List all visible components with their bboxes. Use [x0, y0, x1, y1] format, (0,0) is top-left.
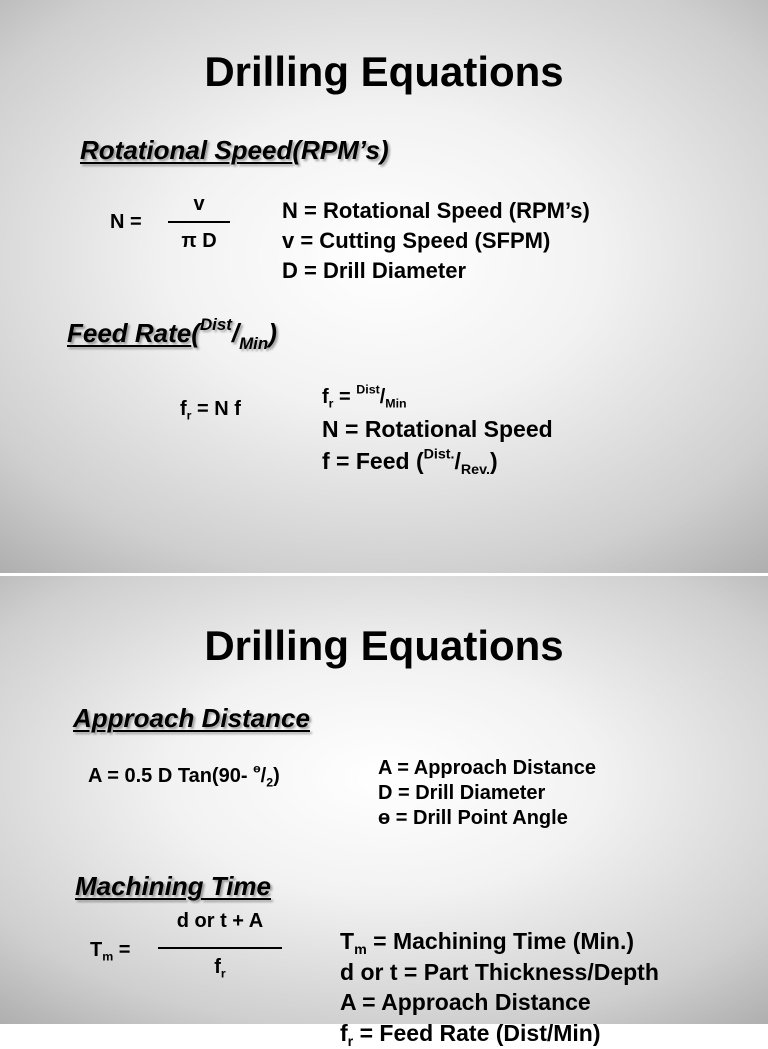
- approach-eq-close: ): [273, 765, 280, 787]
- feed-units-min: Min: [239, 333, 269, 353]
- feed-def3-dist: Dist.: [423, 446, 455, 463]
- machining-definitions: [340, 926, 659, 1048]
- feed-def-f: [322, 446, 498, 476]
- mach-den-f: f: [214, 956, 221, 978]
- approach-equation: [88, 761, 280, 790]
- slide-title: Drilling Equations: [204, 48, 564, 95]
- rotational-speed-heading: [80, 135, 389, 166]
- mach-def-tm: [340, 926, 659, 957]
- feed-def3-slash: /: [454, 448, 461, 474]
- feed-def-n: N = Rotational Speed: [322, 416, 553, 442]
- rpm-equation-denominator: π D: [181, 230, 217, 252]
- mach-def-a: A = Approach Distance: [340, 989, 591, 1015]
- machining-equation-numerator: d or t + A: [176, 910, 264, 932]
- approach-eq-theta: ɵ: [253, 761, 261, 776]
- mach-den-r: r: [220, 966, 226, 981]
- approach-eq-slash: /: [260, 765, 267, 787]
- approach-def-theta: ɵ = Drill Point Angle: [378, 807, 568, 829]
- feed-def1-dist: Dist: [356, 382, 380, 397]
- mach-def4-r: r: [347, 1033, 354, 1049]
- mach-def4-f: f: [340, 1019, 348, 1046]
- feed-rate-equation: [180, 398, 241, 421]
- feed-def1-min: Min: [385, 396, 407, 411]
- rpm-def-n: N = Rotational Speed (RPM’s): [282, 198, 590, 223]
- rpm-equation-numerator: v: [193, 193, 205, 215]
- approach-def-d: D = Drill Diameter: [378, 782, 546, 804]
- mach-def1-t: T: [340, 928, 355, 954]
- rpm-def-d: D = Drill Diameter: [282, 258, 467, 283]
- mach-lhs-t: T: [90, 939, 103, 961]
- mach-lhs-eq: =: [113, 939, 131, 961]
- mach-def4-rest: = Feed Rate (Dist/Min): [353, 1019, 601, 1046]
- machining-fraction-bar: [158, 947, 282, 949]
- feed-units-slash: /: [231, 318, 240, 348]
- feed-rate-heading: [67, 315, 277, 353]
- approach-eq-pre: A = 0.5 D Tan(90-: [88, 765, 254, 787]
- mach-def1-m: m: [354, 941, 367, 958]
- feed-def1-eq: =: [333, 386, 357, 408]
- feed-def3-pre: f = Feed (: [322, 448, 424, 474]
- rpm-fraction-bar: [168, 221, 230, 223]
- rotational-speed-heading-suffix: (RPM’s): [292, 135, 389, 165]
- feed-units-dist: Dist: [199, 315, 232, 335]
- feed-eq-rest: = N f: [191, 398, 241, 420]
- feed-def-fr: [322, 384, 407, 410]
- mach-def-fr: [340, 1018, 659, 1049]
- mach-def1-rest: = Machining Time (Min.): [366, 928, 635, 954]
- feed-def1-slash: /: [379, 386, 386, 408]
- approach-def-a: A = Approach Distance: [378, 757, 597, 779]
- rpm-def-v: v = Cutting Speed (SFPM): [282, 228, 551, 253]
- rpm-definitions: [282, 196, 590, 286]
- approach-eq-two: 2: [266, 775, 274, 790]
- feed-units-open: (: [191, 318, 200, 348]
- feed-def3-rev: Rev.: [460, 461, 490, 478]
- machining-time-heading: Machining Time: [75, 871, 271, 901]
- machining-equation-lhs: [90, 939, 131, 962]
- rpm-equation-lhs: N =: [110, 211, 142, 233]
- feed-def1-f: f: [322, 386, 329, 408]
- feed-eq-f: f: [180, 398, 187, 420]
- mach-lhs-m: m: [102, 949, 114, 964]
- slide-2: [0, 576, 768, 1049]
- slide-title: Drilling Equations: [204, 622, 564, 669]
- feed-def1-r: r: [328, 396, 334, 411]
- feed-rate-heading-text: Feed Rate: [67, 318, 192, 348]
- machining-equation-denominator: [158, 956, 282, 979]
- approach-definitions: [378, 756, 596, 831]
- approach-distance-heading: Approach Distance: [73, 703, 310, 733]
- feed-units-close: ): [268, 318, 277, 348]
- feed-def3-close: ): [489, 448, 498, 474]
- feed-rate-heading-units: [191, 315, 277, 353]
- rotational-speed-heading-text: Rotational Speed: [80, 135, 293, 165]
- mach-def-d: d or t = Part Thickness/Depth: [340, 958, 659, 985]
- feed-eq-r: r: [186, 408, 192, 423]
